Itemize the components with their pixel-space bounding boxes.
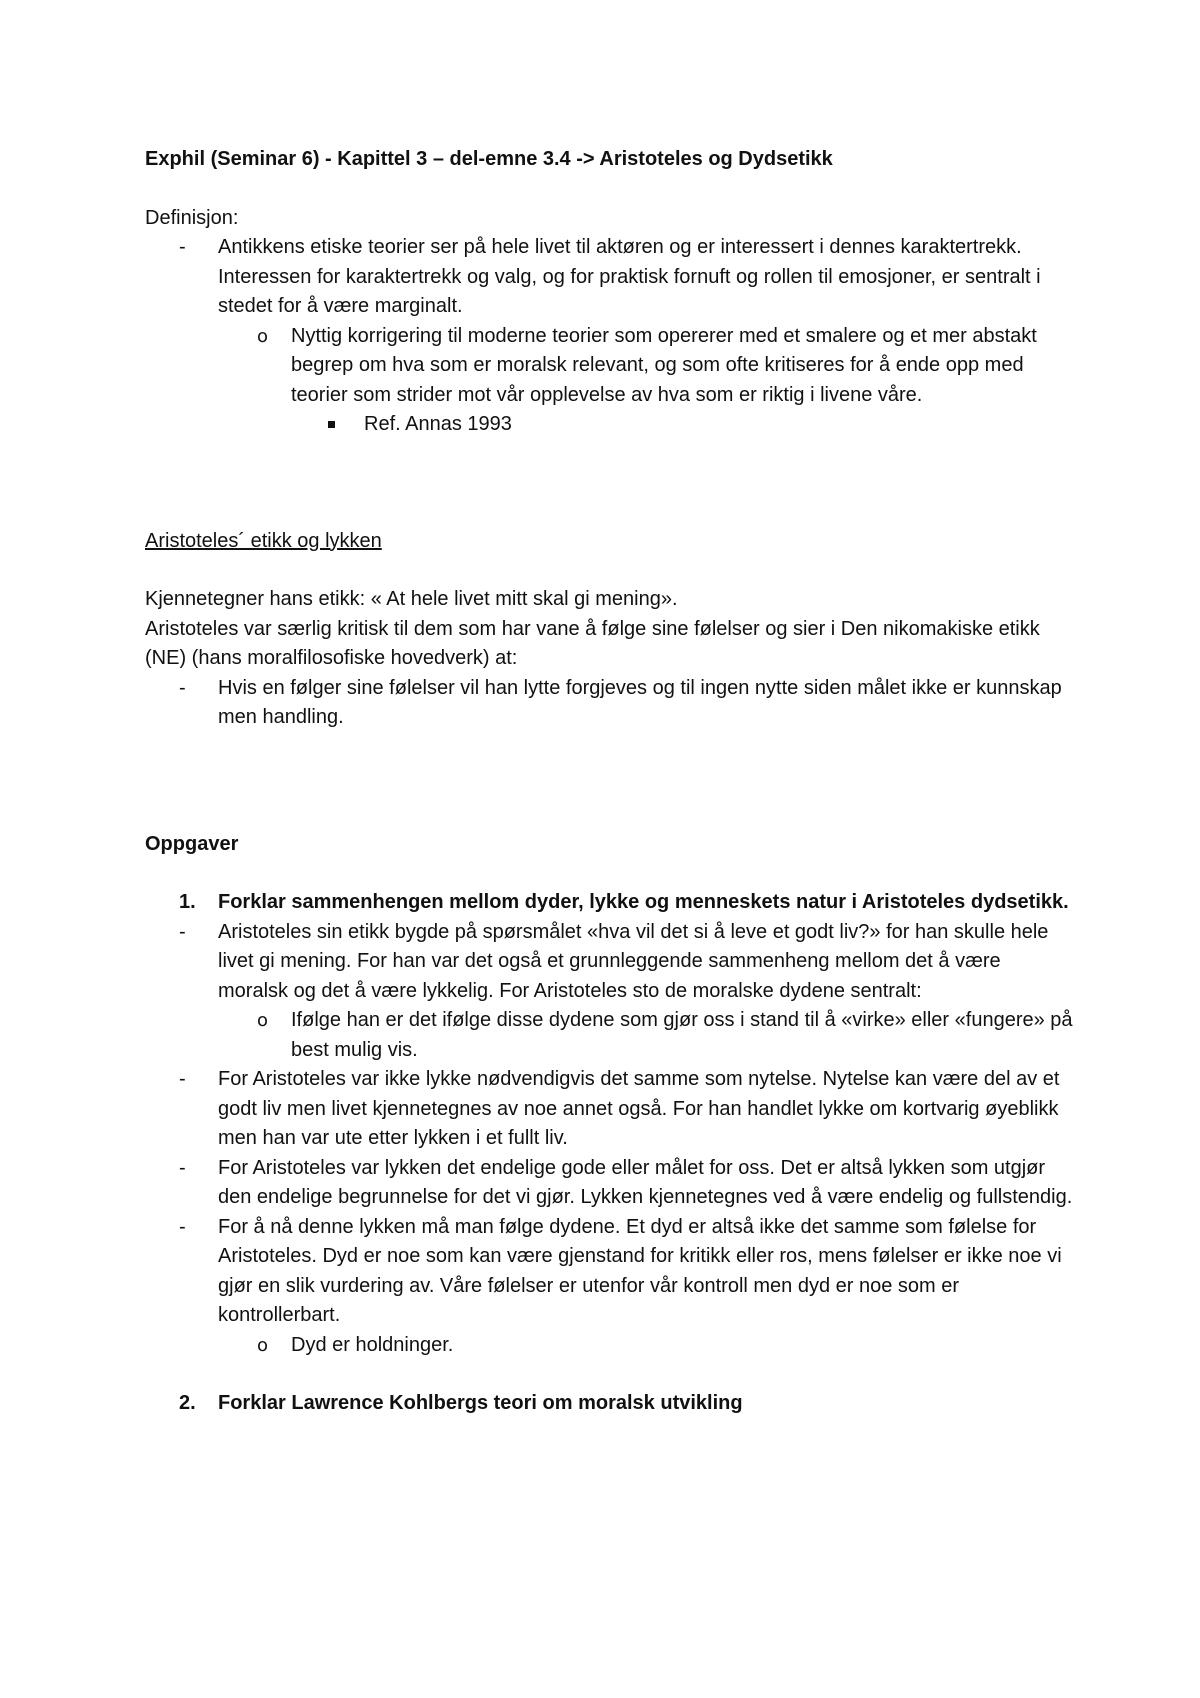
dash-bullet: - [179, 1156, 186, 1179]
list-item [145, 1213, 1075, 1331]
answer-sub-text: Ifølge han er det ifølge disse dydene som gjør oss i stand til å «virke» eller «fungere» på best mulig vis. [291, 1009, 1073, 1061]
answer-text: For Aristoteles var lykken det endelige gode eller målet for oss. Det er altså lykken som utgjør den endelige begrunnelse for det vi gjør. Lykken kjennetegnes ved å være endelig og fullstendig. [218, 1156, 1073, 1208]
definition-label: Definisjon: [145, 206, 239, 229]
definition-sub-bullet-text: Nyttig korrigering til moderne teorier som opererer med et smalere og et mer abstakt begrep om hva som er moralsk relevant, og som ofte kritiseres for å ende opp med teorier som strider mot vår opplevelse av hva som er riktig i livene våre. [291, 324, 1037, 406]
reference-text: Ref. Annas 1993 [364, 413, 512, 435]
answer-text: For å nå denne lykken må man følge dydene. Et dyd er altså ikke det samme som følelse for Aristoteles. Dyd er noe som kan være gjenstand for kritikk eller ros, mens følelser er ikke noe vi gjør en slik vurdering av. Våre følelser er utenfor vår kontroll men dyd er noe som er kontrollerbart. [218, 1215, 1062, 1326]
dash-bullet: - [179, 676, 186, 699]
question-item [145, 888, 1075, 918]
question-item [145, 1389, 1075, 1419]
question-text: Forklar Lawrence Kohlbergs teori om moralsk utvikling [218, 1392, 743, 1414]
answer-text: For Aristoteles var ikke lykke nødvendigvis det samme som nytelse. Nytelse kan være del av et godt liv men livet kjennetegnes av noe annet også. For han handlet lykke om kortvarig øyeblikk men han var ute etter lykken i et fullt liv. [218, 1068, 1060, 1149]
question-number: 2. [179, 1392, 196, 1414]
list-item [145, 1331, 1075, 1361]
list-item [145, 233, 1075, 322]
paragraph: Aristoteles var særlig kritisk til dem som har vane å følge sine følelser og sier i Den nikomakiske etikk (NE) (hans moralfilosofiske hovedverk) at: [145, 617, 1040, 669]
dash-bullet: - [179, 920, 186, 943]
dash-bullet: - [179, 1215, 186, 1238]
section-heading: Aristoteles´ etikk og lykken [145, 529, 382, 552]
document-body [145, 145, 1075, 1419]
list-item [145, 1006, 1075, 1065]
answer-text: Aristoteles sin etikk bygde på spørsmålet «hva vil det si å leve et godt liv?» for han skulle hele livet gi mening. For han var det også et grunnleggende sammenheng mellom det å være moralsk og det å være lykkelig. For Aristoteles sto de moralske dydene sentralt: [218, 920, 1049, 1002]
tasks-heading: Oppgaver [145, 832, 239, 855]
dash-bullet: - [179, 236, 186, 258]
list-item [145, 918, 1075, 1007]
question-number: 1. [179, 891, 196, 913]
question-text: Forklar sammenhengen mellom dyder, lykke og menneskets natur i Aristoteles dydsetikk. [218, 891, 1069, 913]
bullet-text: Hvis en følger sine følelser vil han lytte forgjeves og til ingen nytte siden målet ikke er kunnskap men handling. [218, 676, 1062, 728]
list-item [145, 674, 1075, 733]
list-item [145, 1154, 1075, 1213]
list-item [145, 410, 1075, 440]
list-item [145, 322, 1075, 411]
list-item [145, 1065, 1075, 1154]
definition-bullet-text: Antikkens etiske teorier ser på hele livet til aktøren og er interessert i dennes karaktertrekk. Interessen for karaktertrekk og valg, og for praktisk fornuft og rollen til emosjoner, er sentralt i stedet for å være marginalt. [218, 236, 1041, 317]
circle-bullet: o [257, 1010, 269, 1031]
circle-bullet: o [257, 325, 269, 347]
circle-bullet: o [257, 1334, 269, 1356]
document-title: Exphil (Seminar 6) - Kapittel 3 – del-emne 3.4 -> Aristoteles og Dydsetikk [145, 148, 833, 170]
dash-bullet: - [179, 1068, 186, 1090]
answer-sub-text: Dyd er holdninger. [291, 1333, 454, 1356]
square-bullet-icon [328, 421, 335, 428]
paragraph: Kjennetegner hans etikk: « At hele livet mitt skal gi mening». [145, 588, 678, 610]
